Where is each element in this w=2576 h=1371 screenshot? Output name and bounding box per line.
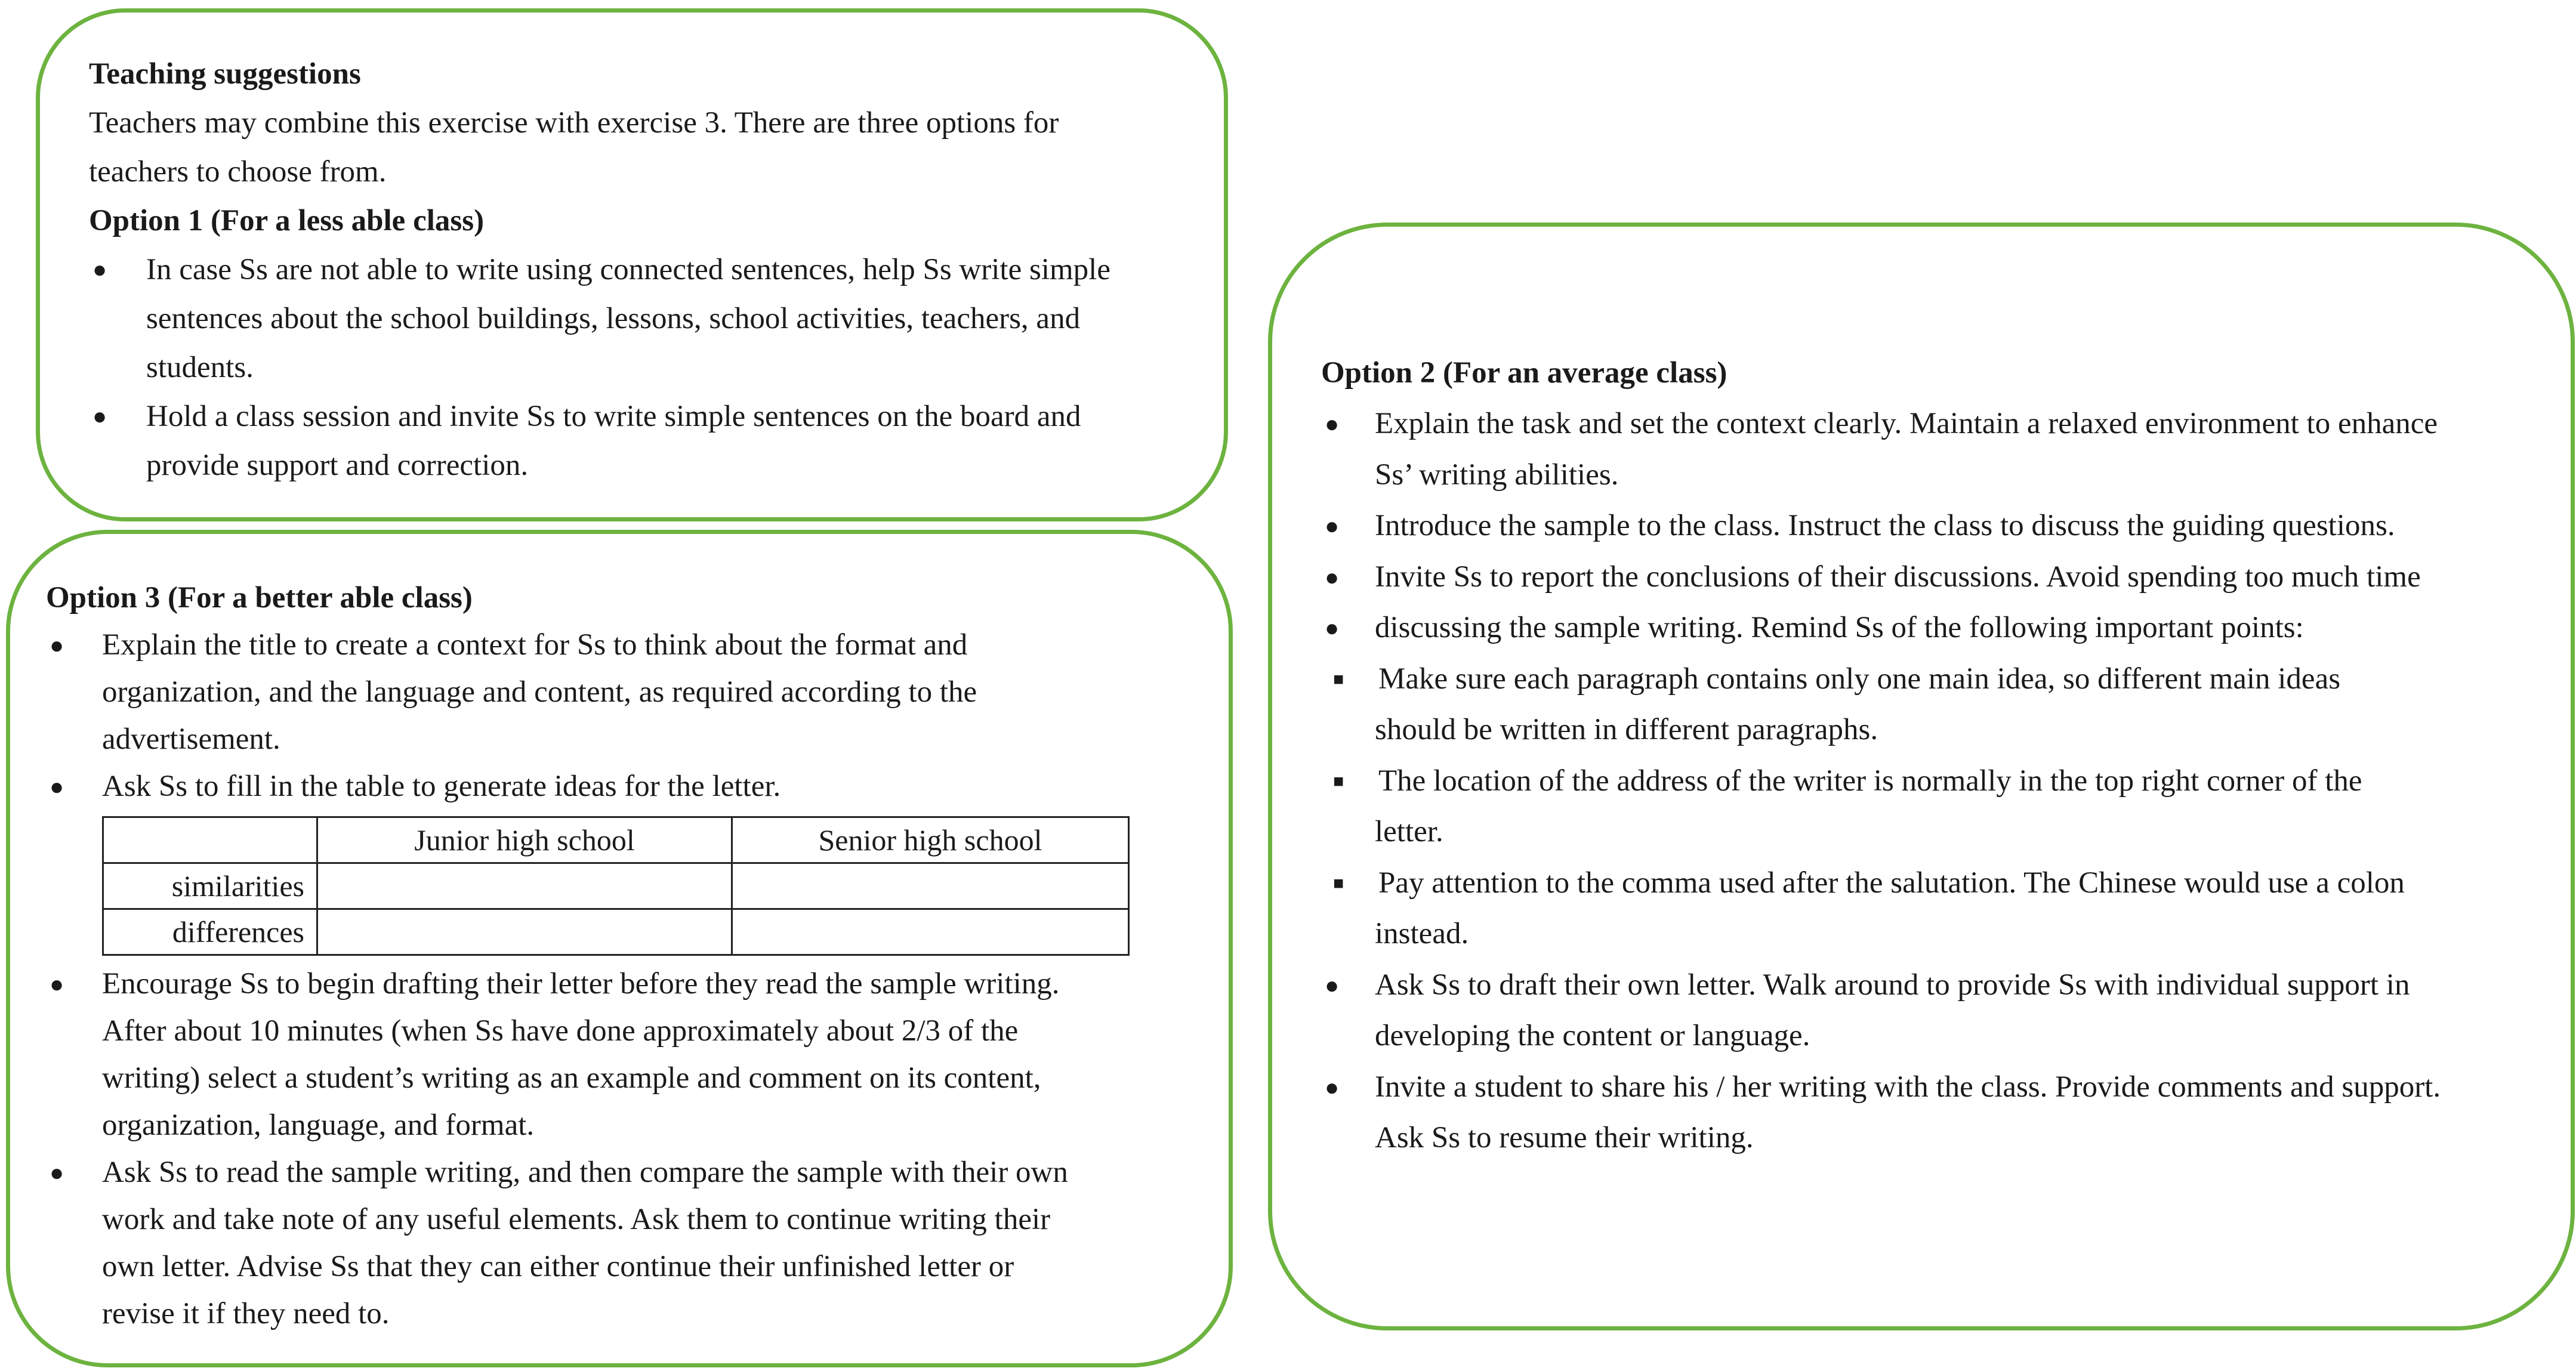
list-item [1321, 960, 2547, 1062]
option-2-list-continued [1321, 960, 2547, 1164]
text-line: Explain the title to create a context for Ss to think about the format and [102, 628, 968, 662]
text-line: In case Ss are not able to write using connected sentences, help Ss write simple [146, 253, 1110, 286]
table-cell [732, 863, 1129, 909]
row-header-similarities: similarities [103, 863, 317, 909]
intro-line: teachers to choose from. [89, 155, 387, 189]
table-cell [317, 863, 732, 909]
text-line: The location of the address of the writer is normally in the top right corner of the [1378, 764, 2362, 798]
square-bullet-icon: ■ [1333, 771, 1344, 791]
bullet-icon: ● [1325, 512, 1340, 539]
bullet-icon: ● [50, 632, 64, 659]
text-line: letter. [1375, 815, 1443, 848]
text-line: Ss’ writing abilities. [1375, 458, 1619, 492]
list-item [1321, 1062, 2547, 1164]
list-item [1321, 501, 2547, 552]
bullet-icon: ● [1325, 971, 1340, 999]
option-1-list [89, 245, 1188, 490]
teaching-suggestions-heading: Teaching suggestions [89, 57, 361, 91]
text-line: Ask Ss to draft their own letter. Walk around to provide Ss with individual support in [1375, 968, 2410, 1002]
table-header-row [103, 817, 1129, 863]
text-line: organization, and the language and content, as required according to the [102, 675, 977, 709]
option-3-heading: Option 3 (For a better able class) [46, 581, 473, 615]
option-3-list [46, 622, 1193, 810]
list-item [46, 1149, 1193, 1338]
text-line: Explain the task and set the context clearly. Maintain a relaxed environment to enhance [1375, 407, 2438, 440]
bullet-icon: ● [50, 773, 64, 800]
text-line: sentences about the school buildings, lessons, school activities, teachers, and [146, 302, 1081, 335]
table-row [103, 909, 1129, 955]
sub-point [1321, 756, 2547, 858]
sub-point [1321, 654, 2547, 756]
list-item [46, 622, 1193, 763]
text-line: students. [146, 351, 254, 384]
option-1-panel [36, 8, 1228, 521]
text-line: Invite Ss to report the conclusions of their discussions. Avoid spending too much time [1375, 560, 2421, 594]
ideas-table [102, 816, 1130, 956]
column-header-junior: Junior high school [317, 817, 732, 863]
text-line: Ask Ss to fill in the table to generate ideas for the letter. [102, 770, 781, 803]
row-header-differences: differences [103, 909, 317, 955]
text-line: discussing the sample writing. Remind Ss of the following important points: [1375, 611, 2304, 644]
option-1-heading: Option 1 (For a less able class) [89, 204, 485, 237]
square-bullet-icon: ■ [1333, 669, 1344, 689]
bullet-icon: ● [1325, 1073, 1340, 1101]
table-corner-cell [103, 817, 317, 863]
list-item [46, 961, 1193, 1149]
text-line: advertisement. [102, 722, 280, 756]
text-line: Introduce the sample to the class. Instruct the class to discuss the guiding questions. [1375, 509, 2395, 542]
text-line: should be written in different paragraphs. [1375, 713, 1878, 746]
sub-point-first-line [1321, 654, 2547, 705]
text-line: own letter. Advise Ss that they can either continue their unfinished letter or [102, 1250, 1014, 1283]
option-3-list-continued [46, 961, 1193, 1338]
text-line: Pay attention to the comma used after the salutation. The Chinese would use a colon [1378, 866, 2405, 900]
option-2-heading: Option 2 (For an average class) [1321, 356, 1727, 390]
text-line: instead. [1375, 917, 1469, 950]
text-line: revise it if they need to. [102, 1297, 390, 1330]
sub-point [1321, 858, 2547, 960]
list-item [89, 245, 1188, 392]
list-item [46, 763, 1193, 810]
table-row [103, 863, 1129, 909]
option-2-panel [1268, 223, 2575, 1330]
text-line: work and take note of any useful elements. Ask them to continue writing their [102, 1203, 1051, 1236]
text-line: Invite a student to share his / her writing with the class. Provide comments and support. [1375, 1070, 2441, 1104]
text-line: Hold a class session and invite Ss to write simple sentences on the board and [146, 400, 1081, 433]
bullet-icon: ● [1325, 615, 1340, 641]
bullet-icon: ● [92, 403, 107, 430]
sub-point-first-line [1321, 756, 2547, 807]
option-2-list [1321, 399, 2547, 654]
option-3-panel [6, 530, 1233, 1367]
sub-point-first-line [1321, 858, 2547, 909]
text-line: writing) select a student’s writing as an example and comment on its content, [102, 1061, 1041, 1095]
column-header-senior: Senior high school [732, 817, 1129, 863]
intro-line: Teachers may combine this exercise with exercise 3. There are three options for [89, 106, 1059, 140]
list-item [1321, 552, 2547, 603]
bullet-icon: ● [1325, 563, 1340, 591]
bullet-icon: ● [1325, 410, 1340, 437]
text-line: developing the content or language. [1375, 1019, 1810, 1052]
text-line: After about 10 minutes (when Ss have done approximately about 2/3 of the [102, 1014, 1019, 1048]
table-cell [317, 909, 732, 955]
text-line: Encourage Ss to begin drafting their letter before they read the sample writing. [102, 967, 1060, 1001]
list-item [1321, 399, 2547, 501]
list-item [1321, 603, 2547, 654]
table-cell [732, 909, 1129, 955]
list-item [89, 392, 1188, 490]
bullet-icon: ● [92, 256, 107, 283]
text-line: Ask Ss to resume their writing. [1375, 1121, 1754, 1154]
bullet-icon: ● [50, 1159, 64, 1186]
text-line: provide support and correction. [146, 449, 529, 482]
text-line: organization, language, and format. [102, 1108, 535, 1142]
bullet-icon: ● [50, 971, 64, 998]
text-line: Make sure each paragraph contains only one main idea, so different main ideas [1378, 662, 2341, 696]
text-line: Ask Ss to read the sample writing, and then compare the sample with their own [102, 1156, 1068, 1189]
square-bullet-icon: ■ [1333, 873, 1344, 893]
